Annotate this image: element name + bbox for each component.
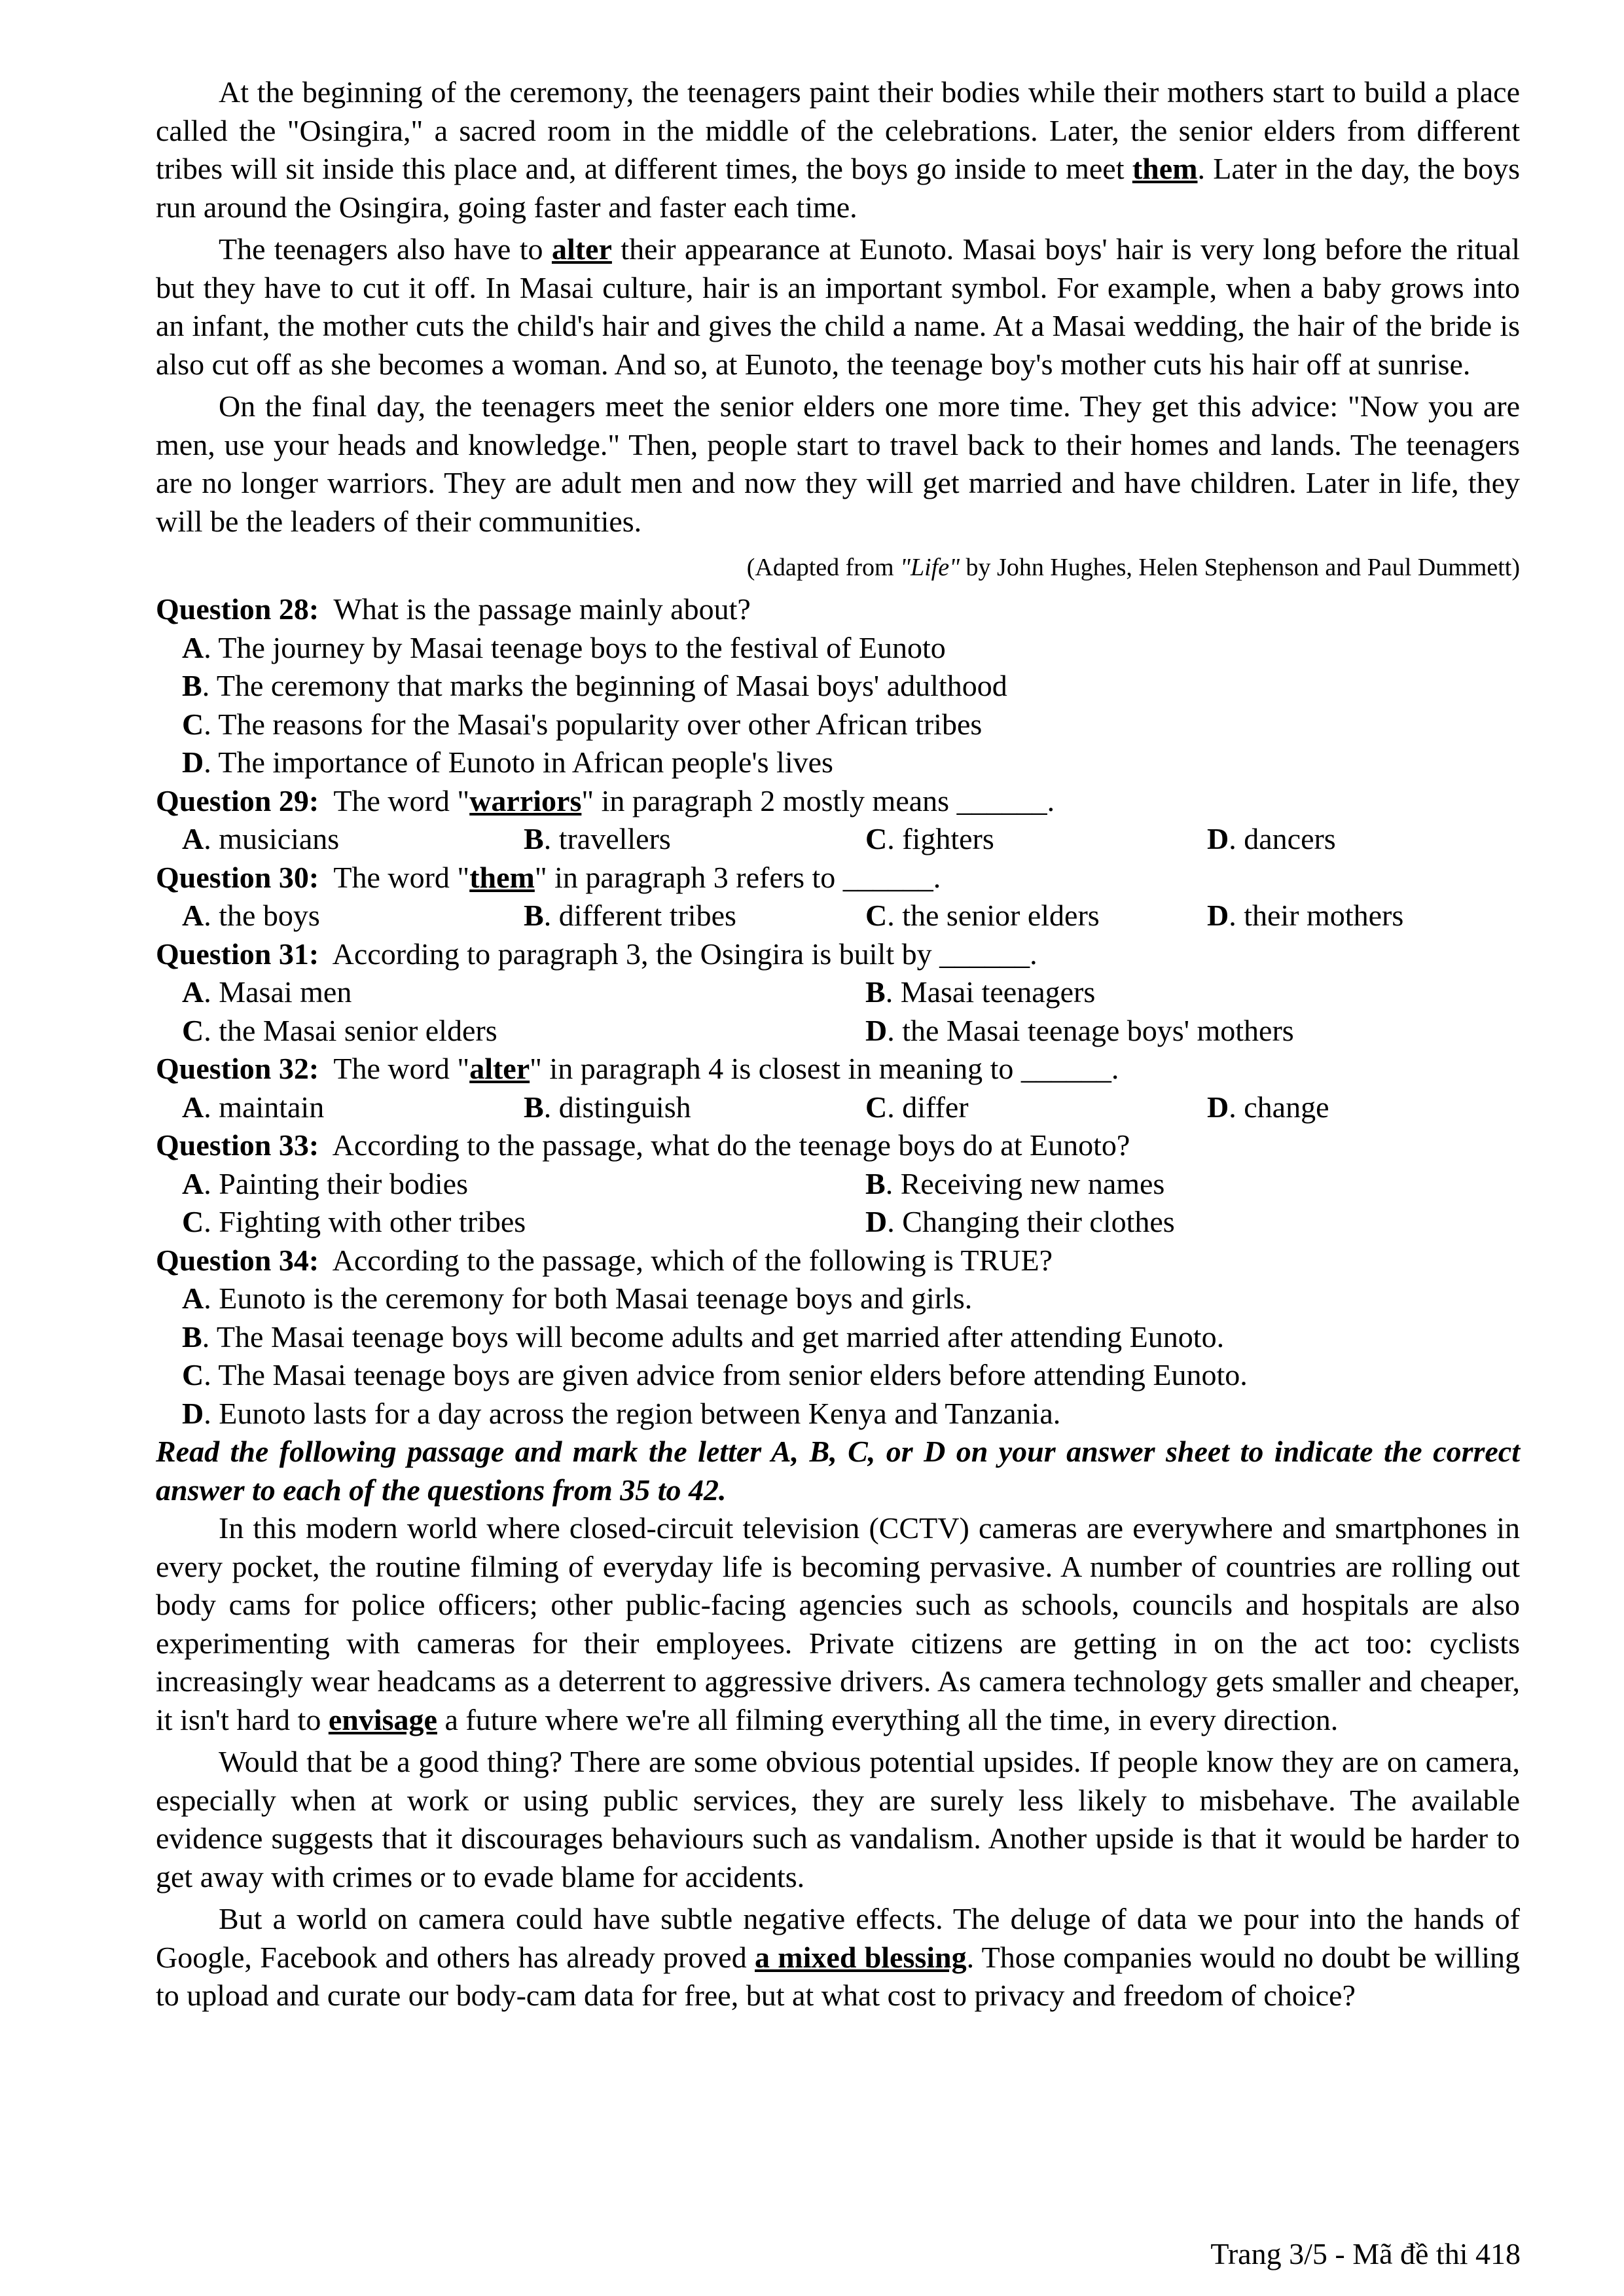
q34-option-c[interactable]: C. The Masai teenage boys are given advice from senior elders before attending Eunoto.: [182, 1358, 1248, 1391]
q30-option-b[interactable]: B. different tribes: [524, 899, 736, 932]
q33-option-a[interactable]: A. Painting their bodies: [182, 1166, 468, 1200]
underlined-word-them: them: [469, 860, 535, 894]
q32-option-a[interactable]: A. maintain: [182, 1090, 325, 1124]
question-31: Question 31: According to paragraph 3, the Osingira is built by ______.: [156, 937, 1038, 971]
paragraph-osingira: At the beginning of the ceremony, the teenagers paint their bodies while their mothers start to build a place called the "Osingira," a sacred room in the middle of the celebrations. Later, the senior elders from different tribes will sit inside this place and, at different times, the boys go inside to meet them. Later in the day, the boys run around the Osingira, going faster and faster each time.: [156, 75, 1520, 224]
underlined-word-envisage: envisage: [328, 1702, 437, 1736]
q32-option-d[interactable]: D. change: [1207, 1090, 1329, 1124]
question-28: Question 28: What is the passage mainly about?: [156, 592, 751, 626]
q31-option-a[interactable]: A. Masai men: [182, 975, 352, 1009]
q29-option-c[interactable]: C. fighters: [865, 822, 994, 855]
q32-option-c[interactable]: C. differ: [865, 1090, 969, 1124]
q30-option-d[interactable]: D. their mothers: [1207, 899, 1404, 932]
q30-option-c[interactable]: C. the senior elders: [865, 899, 1100, 932]
q28-option-d[interactable]: D. The importance of Eunoto in African people's lives: [182, 745, 833, 779]
q32-options: [156, 1088, 1520, 1127]
q28-option-b[interactable]: B. The ceremony that marks the beginning of Masai boys' adulthood: [182, 669, 1007, 702]
underlined-word-alter: alter: [469, 1052, 530, 1085]
q31-option-b[interactable]: B. Masai teenagers: [865, 975, 1096, 1009]
q32-option-b[interactable]: B. distinguish: [524, 1090, 691, 1124]
q34-option-d[interactable]: D. Eunoto lasts for a day across the region between Kenya and Tanzania.: [182, 1396, 1061, 1430]
q29-option-a[interactable]: A. musicians: [182, 822, 340, 855]
q31-option-d[interactable]: D. the Masai teenage boys' mothers: [865, 1013, 1294, 1047]
paragraph-upsides: Would that be a good thing? There are some obvious potential upsides. If people know they are on camera, especially when at work or using public services, they are surely less likely to misbehave. The available evidence suggests that it discourages behaviours such as vandalism. Another upside is that it would be harder to get away with crimes or to evade blame for accidents.: [156, 1745, 1520, 1893]
q30-options: [156, 897, 1520, 935]
q31-options-row1: [156, 973, 1520, 1012]
exam-page: [156, 73, 1520, 2019]
citation: (Adapted from "Life" by John Hughes, Helen Stephenson and Paul Dummett): [746, 554, 1520, 581]
q31-options-row2: [156, 1012, 1520, 1050]
page-footer: Trang 3/5 - Mã đề thi 418: [1210, 2237, 1521, 2270]
paragraph-appearance: The teenagers also have to alter their appearance at Eunoto. Masai boys' hair is very long before the ritual but they have to cut it off. In Masai culture, hair is an important symbol. For example, when a baby grows into an infant, the mother cuts the child's hair and gives the child a name. At a Masai wedding, the hair of the bride is also cut off as she becomes a woman. And so, at Eunoto, the teenage boy's mother cuts his hair off at sunrise.: [156, 232, 1520, 381]
paragraph-cctv: In this modern world where closed-circuit television (CCTV) cameras are everywhere and smartphones in every pocket, the routine filming of everyday life is becoming pervasive. A number of countries are rolling out body cams for police officers; other public-facing agencies such as schools, councils and hospitals are also experimenting with cameras for their employees. Private citizens are getting in on the act too: cyclists increasingly wear headcams as a deterrent to aggressive drivers. As camera technology gets smaller and cheaper, it isn't hard to envisage a future where we're all filming everything all the time, in every direction.: [156, 1511, 1520, 1736]
q34-option-b[interactable]: B. The Masai teenage boys will become adults and get married after attending Eunoto.: [182, 1319, 1225, 1354]
question-30: Question 30: The word "them" in paragraph 3 refers to ______.: [156, 860, 941, 894]
q33-option-b[interactable]: B. Receiving new names: [865, 1166, 1165, 1200]
q28-option-c[interactable]: C. The reasons for the Masai's popularity over other African tribes: [182, 707, 983, 741]
q30-option-a[interactable]: A. the boys: [182, 899, 320, 932]
question-32: Question 32: The word "alter" in paragraph 4 is closest in meaning to ______.: [156, 1052, 1119, 1085]
q28-option-a[interactable]: A. The journey by Masai teenage boys to the festival of Eunoto: [182, 630, 946, 664]
paragraph-negative-effects: But a world on camera could have subtle negative effects. The deluge of data we pour into the hands of Google, Facebook and others has already proved a mixed blessing. Those companies would no doubt be willing to upload and curate our body-cam data for free, but at what cost to privacy and freedom of choice?: [156, 1902, 1520, 2012]
q29-option-d[interactable]: D. dancers: [1207, 822, 1336, 855]
question-33: Question 33: According to the passage, what do the teenage boys do at Eunoto?: [156, 1128, 1130, 1162]
q33-option-d[interactable]: D. Changing their clothes: [865, 1205, 1175, 1238]
question-34: Question 34: According to the passage, which of the following is TRUE?: [156, 1243, 1053, 1277]
paragraph-final-day: On the final day, the teenagers meet the senior elders one more time. They get this advice: "Now you are men, use your heads and knowledge." Then, people start to travel back to their homes and lands. The teenagers are no longer warriors. They are adult men and now they will get married and have children. Later in life, they will be the leaders of their communities.: [156, 389, 1520, 538]
underlined-word-warriors: warriors: [469, 783, 582, 817]
underlined-phrase-mixed-blessing: a mixed blessing: [755, 1940, 967, 1974]
q33-option-c[interactable]: C. Fighting with other tribes: [182, 1205, 526, 1238]
q29-option-b[interactable]: B. travellers: [524, 822, 671, 855]
q34-option-a[interactable]: A. Eunoto is the ceremony for both Masai teenage boys and girls.: [182, 1282, 973, 1315]
underlined-word-alter: alter: [551, 232, 612, 266]
reading-instruction: Read the following passage and mark the letter A, B, C, or D on your answer sheet to indicate the correct answer to each of the questions from 35 to 42.: [156, 1435, 1520, 1507]
underlined-word-them: them: [1132, 152, 1198, 185]
q31-option-c[interactable]: C. the Masai senior elders: [182, 1013, 497, 1047]
q29-options: [156, 820, 1520, 859]
q33-options-row1: [156, 1165, 1520, 1204]
q33-options-row2: [156, 1203, 1520, 1242]
question-29: Question 29: The word "warriors" in paragraph 2 mostly means ______.: [156, 783, 1055, 817]
